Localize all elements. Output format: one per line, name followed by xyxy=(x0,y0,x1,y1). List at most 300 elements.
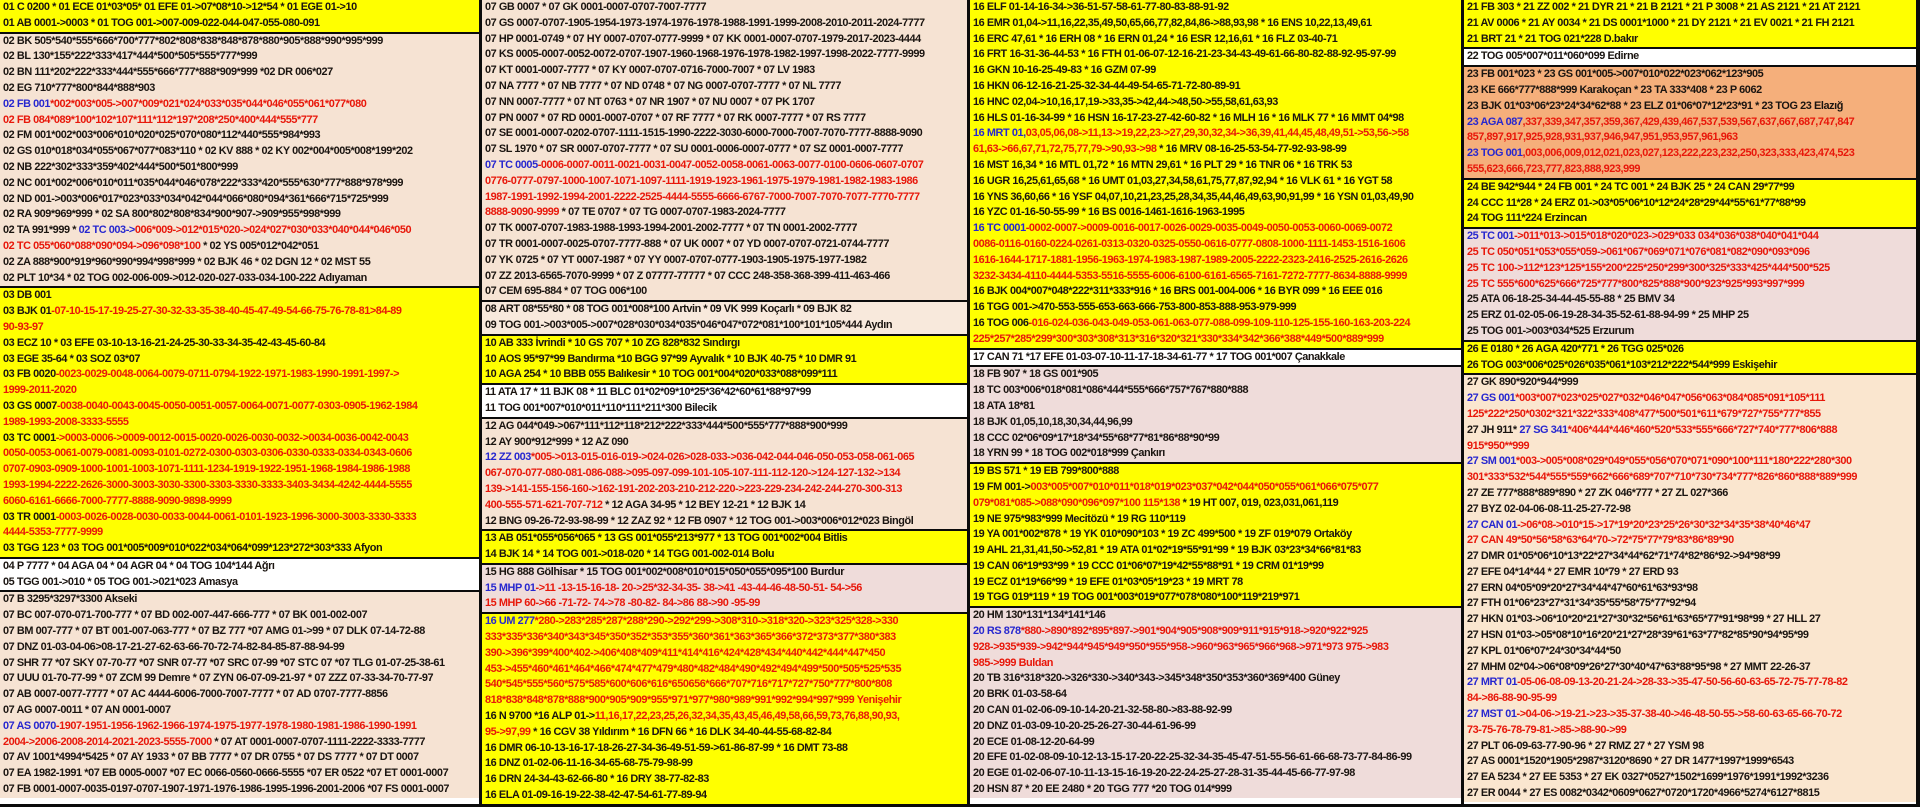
code-line xyxy=(1464,565,1916,581)
code-line xyxy=(970,735,1461,751)
code-segment: 24 BE 942*944 * 24 FB 001 * 24 TC 001 * 24 BJK 25 * 24 CAN 29*77*99 xyxy=(1467,180,1795,193)
code-segment: 19 YA 001*002*878 * 19 YK 010*090*103 * 19 ZC 499*500 * 19 ZF 019*079 Ortaköy xyxy=(973,528,1352,541)
code-line xyxy=(482,367,967,383)
column-3 xyxy=(970,0,1464,807)
section-2-8 xyxy=(482,614,967,804)
code-line xyxy=(0,671,479,687)
code-line xyxy=(970,590,1461,606)
code-segment: 16 DRN 24-34-43-62-66-80 * 16 DRY 38-77-82-83 xyxy=(485,773,709,786)
code-line xyxy=(970,367,1461,383)
code-line xyxy=(1464,49,1916,65)
code-line xyxy=(970,446,1461,462)
code-line xyxy=(970,543,1461,559)
section-4-6 xyxy=(1464,342,1916,376)
code-segment: 16 DMR 06-10-13-16-17-18-26-27-34-36-49-51-59->61-86-87-99 * 16 DMT 73-88 xyxy=(485,741,848,754)
code-line xyxy=(970,624,1461,640)
code-line xyxy=(0,592,479,608)
code-line xyxy=(970,671,1461,687)
code-segment: 21 FB 303 * 21 ZZ 002 * 21 DYR 21 * 21 B 2121 * 21 P 3008 * 21 AS 2121 * 21 AT 2121 xyxy=(1467,1,1861,13)
code-segment: 20 RS 878 xyxy=(973,625,1021,638)
code-line xyxy=(482,788,967,804)
code-line xyxy=(970,284,1461,300)
code-line xyxy=(482,95,967,111)
code-segment: 23 AGA 087 xyxy=(1467,115,1523,128)
section-4-3 xyxy=(1464,67,1916,180)
code-segment: 07 B 3295*3297*3300 Akseki xyxy=(3,593,138,606)
code-line xyxy=(1464,502,1916,518)
code-segment: 27 ERN 04*05*09*20*27*34*44*47*60*61*63*93*98 xyxy=(1467,581,1698,594)
code-segment: 16 EMR 01,04->11,16,22,35,49,50,65,66,77,82,84,86->88,93,98 * 16 ENS 10,22,13,49,61 xyxy=(973,16,1372,29)
code-segment: 09 TOG 001->003*005->007*028*030*034*035*046*047*072*081*100*101*105*444 Aydın xyxy=(485,318,893,331)
code-segment: 07 SHR 77 *07 SKY 07-70-77 *07 SNR 07-77 *07 SRC 07-99 *07 STC 07 *07 TLG 01-07-25-38-61 xyxy=(3,656,445,669)
code-segment: 16 DNZ 01-02-06-11-16-34-65-68-75-79-98-99 xyxy=(485,757,693,770)
code-segment: 07 DNZ 01-03-04-06>08-17-21-27-62-63-66-70-72-74-82-84-85-87-88-94-99 xyxy=(3,640,345,653)
code-segment: 02 PLT 10*34 * 02 TOG 002-006-009->012-020-027-033-034-100-222 Adıyaman xyxy=(3,271,367,284)
code-segment: 20 HM 130*131*134*141*146 xyxy=(973,609,1106,622)
code-segment: 11 TOG 001*007*010*011*110*111*211*300 Bilecik xyxy=(485,401,717,414)
code-line xyxy=(482,47,967,63)
code-segment: 03 TC 0001 xyxy=(3,431,56,444)
code-segment: 20 HSN 87 * 20 EE 2480 * 20 TGG 777 *20 TOG 014*999 xyxy=(973,783,1232,796)
code-line xyxy=(0,160,479,176)
code-segment: 20 DNZ 01-03-09-10-20-25-26-27-30-44-61-96-99 xyxy=(973,719,1196,732)
code-line xyxy=(1464,375,1916,391)
code-segment: 17 CAN 71 *17 EFE 01-03-07-10-11-17-18-34-61-77 * 17 TOG 001*007 Çanakkale xyxy=(973,350,1345,363)
code-line xyxy=(482,79,967,95)
code-segment: 16 UM 277 xyxy=(485,615,535,628)
code-segment: 16 TC 0001 xyxy=(973,222,1026,235)
code-line xyxy=(0,462,479,478)
code-segment: 01 C 0200 * 01 ECE 01*03*05* 01 EFE 01->07*08*10->12*54 * 01 EGE 01->10 xyxy=(3,1,357,13)
code-segment: 1993-1994-2222-2626-3000-3003-3030-3300-3303-3330-3333-3403-3434-4242-4444-5555 xyxy=(3,478,412,491)
code-segment: ->06*08->010*15->17*19*20*23*25*26*30*32*34*35*38*40*46*47 xyxy=(1517,518,1811,531)
code-segment: 27 BYZ 02-04-06-08-11-25-27-72-98 xyxy=(1467,502,1631,515)
section-3-5 xyxy=(970,608,1461,798)
code-segment: -05-06-08-09-13-20-21-24->28-33->35-47-50-56-60-63-65-72-75-77-78-82 xyxy=(1517,676,1848,689)
code-line xyxy=(482,221,967,237)
code-segment: -0006-0007-0011-0021-0031-0047-0052-0058-0061-0063-0077-0100-0606-0607-0707 xyxy=(537,158,924,171)
code-line xyxy=(1464,0,1916,16)
code-line xyxy=(970,0,1461,16)
code-line xyxy=(970,782,1461,798)
code-line xyxy=(1464,596,1916,612)
code-segment: 07 CEM 695-884 * 07 TOG 006*100 xyxy=(485,285,647,298)
code-line xyxy=(0,766,479,782)
code-line xyxy=(970,640,1461,656)
code-segment: 0050-0053-0061-0079-0081-0093-0101-0272-0300-0303-0306-0330-0333-0334-0343-0606 xyxy=(3,447,412,460)
code-line xyxy=(0,415,479,431)
code-segment: 18 YRN 99 * 18 TOG 002*018*999 Çankırı xyxy=(973,447,1165,460)
code-segment: 27 EFE 04*14*44 * 27 EMR 10*79 * 27 ERD 93 xyxy=(1467,565,1679,578)
code-line xyxy=(482,596,967,612)
code-segment: 03 ECZ 10 * 03 EFE 03-10-13-16-21-24-25-30-33-34-35-42-43-45-60-84 xyxy=(3,336,326,349)
code-segment: 23 KE 666*777*888*999 Karakoçan * 23 TA 333*408 * 23 P 6062 xyxy=(1467,83,1762,96)
code-segment: *002*003*005->007*009*021*024*033*035*044*046*055*061*077*080 xyxy=(50,97,367,110)
code-segment: 04 P 7777 * 04 AGA 04 * 04 AGR 04 * 04 TOG 104*144 Ağrı xyxy=(3,559,275,572)
code-segment: 25 TOG 001->003*034*525 Erzurum xyxy=(1467,324,1634,337)
code-line xyxy=(970,464,1461,480)
code-line xyxy=(0,782,479,798)
code-segment: 07 BC 007-070-071-700-777 * 07 BD 002-007-447-666-777 * 07 BK 001-002-007 xyxy=(3,609,368,622)
code-line xyxy=(970,750,1461,766)
code-segment: 10 AGA 254 * 10 BBB 055 Balıkesir * 10 TOG 001*004*020*033*088*099*111 xyxy=(485,368,838,381)
code-line xyxy=(970,766,1461,782)
code-segment: 0086-0116-0160-0224-0261-0313-0320-0325-0550-0616-0777-0808-1000-1111-1453-1516-1606 xyxy=(973,237,1406,250)
code-segment: ->11 -13-15-16-18- 20->25*32-34-35- 38->41 -43-44-46-48-50-51- 54->56 xyxy=(535,581,862,594)
code-segment: 21 AV 0006 * 21 AY 0034 * 21 DS 0001*1000 * 21 DY 2121 * 21 EV 0021 * 21 FH 2121 xyxy=(1467,16,1855,29)
code-segment: ->04-06->19-21->23->35-37-38-40->46-48-50-55->58-60-63-65-66-70-72 xyxy=(1516,708,1842,721)
code-line xyxy=(0,383,479,399)
code-segment: 27 CAN 01 xyxy=(1467,518,1518,531)
code-segment: 20 ECE 01-08-12-20-64-99 xyxy=(973,735,1095,748)
code-segment: 03 BJK 01 xyxy=(3,305,52,318)
code-line xyxy=(0,750,479,766)
code-line xyxy=(0,478,479,494)
code-segment: 02 FB 001 xyxy=(3,97,51,110)
code-line xyxy=(1464,391,1916,407)
code-segment: ,337,339,347,357,359,367,429,439,467,537,539,567,637,667,687,747,847 xyxy=(1522,115,1855,128)
code-line xyxy=(970,79,1461,95)
code-line xyxy=(482,662,967,678)
code-segment: 27 EA 5234 * 27 EE 5353 * 27 EK 0327*0527*1502*1699*1976*1991*1992*3236 xyxy=(1467,771,1829,784)
code-line xyxy=(482,435,967,451)
code-line xyxy=(482,111,967,127)
code-segment: 19 FM 001-> xyxy=(973,480,1031,493)
code-segment: 1616-1644-1717-1881-1956-1963-1974-1983-1987-1989-2005-2222-2323-2416-2525-2616-2626 xyxy=(973,253,1408,266)
code-line xyxy=(482,547,967,563)
code-segment: 23 FB 001*023 * 23 GS 001*005->007*010*022*023*062*123*905 xyxy=(1467,68,1764,81)
code-segment: 16 TGG 001->470-553-555-653-663-666-753-800-853-888-953-979-999 xyxy=(973,301,1297,314)
code-segment: 27 MST 01 xyxy=(1467,708,1517,721)
code-segment: 02 FB 084*089*100*102*107*111*112*197*208*250*400*444*555*777 xyxy=(3,113,318,126)
section-3-1 xyxy=(970,0,1461,350)
code-line xyxy=(1464,770,1916,786)
code-line xyxy=(970,269,1461,285)
code-line xyxy=(1464,644,1916,660)
code-line xyxy=(482,158,967,174)
code-segment: 25 ATA 06-18-25-34-44-45-55-88 * 25 BMV 34 xyxy=(1467,293,1675,306)
code-segment: 25 TC 555*600*625*666*725*777*800*825*888*900*923*925*993*997*999 xyxy=(1467,277,1805,290)
code-segment: 23 TOG 001 xyxy=(1467,147,1523,160)
section-4-7 xyxy=(1464,375,1916,802)
code-line xyxy=(970,158,1461,174)
code-segment: 20 TB 316*318*320->326*330->340*343->345*348*350*353*360*369*400 Güney xyxy=(973,672,1340,685)
code-segment: 27 JH 911* xyxy=(1467,423,1520,436)
code-segment: 25 TC 100->112*123*125*155*200*225*250*299*300*325*333*425*444*500*525 xyxy=(1467,261,1830,274)
code-line xyxy=(970,47,1461,63)
code-segment: 390->396*399*400*402->406*408*409*411*414*416*424*428*434*440*442*444*447*450 xyxy=(485,646,886,659)
code-segment: 07 SE 0001-0007-0202-0707-1111-1515-1990-2222-3030-6000-7000-7007-7070-7777-8888-9090 xyxy=(485,127,923,140)
code-line xyxy=(0,446,479,462)
code-segment: 16 N 9700 *16 ALP 01-> xyxy=(485,710,595,723)
code-segment: 61,63->66,67,71,72,75,77,79->90,93->98 xyxy=(973,143,1157,156)
code-line xyxy=(482,190,967,206)
code-segment: 12 ZZ 003 xyxy=(485,451,531,464)
code-line xyxy=(482,419,967,435)
code-line xyxy=(482,126,967,142)
code-segment: 24 TOG 111*224 Erzincan xyxy=(1467,212,1587,225)
code-segment: 03 DB 001 xyxy=(3,289,52,302)
code-segment: 27 MRT 01 xyxy=(1467,676,1518,689)
code-line xyxy=(482,269,967,285)
code-segment: 07 TR 0001-0007-0025-0707-7777-888 * 07 UK 0007 * 07 YD 0007-0707-0721-0744-7777 xyxy=(485,237,889,250)
code-segment: 02 EG 710*777*800*844*888*903 xyxy=(3,81,155,94)
code-segment: 07 PN 0007 * 07 RD 0001-0007-0707 * 07 RF 7777 * 07 RK 0007-7777 * 07 RS 7777 xyxy=(485,111,866,124)
code-line xyxy=(0,399,479,415)
code-segment: 84->86-88-90-95-99 xyxy=(1467,692,1557,705)
code-line xyxy=(1464,115,1916,131)
code-segment: 02 ZA 888*900*919*960*990*994*998*999 * 02 BJK 46 * 02 DGN 12 * 02 MST 55 xyxy=(3,255,371,268)
code-segment: 27 PLT 06-09-63-77-90-96 * 27 RMZ 27 * 27 YSM 98 xyxy=(1467,739,1704,752)
code-line xyxy=(482,336,967,352)
code-segment: 02 NC 001*002*006*010*011*035*044*046*078*222*333*420*555*630*777*888*978*999 xyxy=(3,176,404,189)
code-line xyxy=(970,111,1461,127)
code-segment: 07 SL 1970 * 07 SR 0007-0707-7777 * 07 SU 0001-0006-0007-0777 * 07 SZ 0001-0007-7777 xyxy=(485,143,904,156)
code-segment: -0038-0040-0043-0045-0050-0051-0057-0064-0071-0077-0303-0905-1962-1984 xyxy=(56,399,418,412)
code-line xyxy=(482,0,967,16)
code-segment: 006*009->012*015*020->024*027*030*033*040*044*046*050 xyxy=(134,224,412,237)
code-segment: 19 ECZ 01*19*66*99 * 19 EFE 01*03*05*19*23 * 19 MRT 78 xyxy=(973,575,1243,588)
code-line xyxy=(970,142,1461,158)
code-segment: 07 TK 0007-0707-1983-1988-1993-1994-2001-2002-7777 * 07 TN 0001-2002-7777 xyxy=(485,222,857,235)
code-segment: 27 KPL 01*06*07*24*30*34*44*50 xyxy=(1467,644,1621,657)
code-segment: 16 YNS 36,60,66 * 16 YSF 04,07,10,21,23,25,28,34,35,44,46,49,63,90,91,99 * 16 YSN 01,03,49,90 xyxy=(973,190,1414,203)
code-line xyxy=(482,725,967,741)
code-line xyxy=(482,677,967,693)
code-segment: 90-93-97 xyxy=(3,320,44,333)
code-segment: 400-555-571-621-707-712 xyxy=(485,498,603,511)
code-line xyxy=(1464,660,1916,676)
code-line xyxy=(0,687,479,703)
code-line xyxy=(0,81,479,97)
code-line xyxy=(482,565,967,581)
code-segment: 02 RA 909*969*999 * 02 SA 800*802*808*834*900*907->909*955*998*999 xyxy=(3,208,341,221)
code-line xyxy=(482,237,967,253)
code-segment: 16 HNC 02,04->10,16,17,19->33,35->42,44->48,50->55,58,61,63,93 xyxy=(973,95,1278,108)
code-segment: 07 NN 0007-7777 * 07 NT 0763 * 07 NR 1907 * 07 NU 0007 * 07 PK 1707 xyxy=(485,95,815,108)
code-line xyxy=(970,237,1461,253)
code-line xyxy=(0,336,479,352)
section-4-1 xyxy=(1464,0,1916,49)
code-line xyxy=(1464,130,1916,146)
code-segment: 22 TOG 005*007*011*060*099 Edirne xyxy=(1467,50,1639,63)
code-line xyxy=(1464,180,1916,196)
code-segment: -0002-0007->0009-0016-0017-0026-0029-0035-0049-0050-0053-0060-0069-0072 xyxy=(1025,222,1393,235)
code-segment: 20 BRK 01-03-58-64 xyxy=(973,688,1067,701)
code-segment: -1907-1951-1956-1962-1966-1974-1975-1977-1978-1980-1981-1986-1990-1991 xyxy=(55,719,417,732)
code-line xyxy=(0,719,479,735)
code-segment: 27 HSN 01*03->05*08*10*16*20*21*27*28*39*61*63*77*82*85*90*94*95*99 xyxy=(1467,629,1809,642)
code-segment: 079*081*085->088*090*096*097*100 115*138 xyxy=(973,496,1180,509)
code-line xyxy=(970,253,1461,269)
code-line xyxy=(482,284,967,300)
code-line xyxy=(970,383,1461,399)
code-segment: 12 AG 044*049->067*111*112*118*212*222*333*444*500*555*777*888*900*999 xyxy=(485,419,848,432)
code-line xyxy=(1464,723,1916,739)
code-line xyxy=(482,756,967,772)
code-segment: 857,897,917,925,928,931,937,946,947,951,953,957,961,963 xyxy=(1467,131,1738,144)
section-3-3 xyxy=(970,367,1461,464)
column-4 xyxy=(1464,0,1920,807)
section-2-3 xyxy=(482,336,967,385)
section-2-4 xyxy=(482,385,967,419)
code-line xyxy=(970,399,1461,415)
code-segment: 19 CAN 06*19*93*99 * 19 CCC 01*06*07*19*42*55*88*91 * 19 CRM 01*19*99 xyxy=(973,559,1324,572)
code-line xyxy=(0,0,479,16)
code-segment: ,003,006,009,012,021,023,027,123,222,223,232,250,323,333,423,474,523 xyxy=(1522,147,1855,160)
code-line xyxy=(970,608,1461,624)
code-segment: 27 AS 0001*1520*1905*2987*3120*8690 * 27 DR 1477*1997*1999*6543 xyxy=(1467,755,1794,768)
code-segment: 07 KS 0005-0007-0052-0072-0707-1907-1960-1968-1976-1978-1982-1997-1998-2022-7777-9999 xyxy=(485,48,925,61)
code-segment: * 07 TE 0707 * 07 TG 0007-0707-1983-2024-7777 xyxy=(559,206,786,219)
code-segment: 03 TR 0001 xyxy=(3,510,56,523)
code-line xyxy=(0,735,479,751)
code-segment: 003*005*007*010*011*018*019*023*037*042*044*050*055*061*066*075*077 xyxy=(1030,480,1379,493)
code-line xyxy=(1464,308,1916,324)
code-segment: 27 ZE 777*888*889*890 * 27 ZK 046*777 * 27 ZL 027*366 xyxy=(1467,486,1728,499)
code-segment: 16 GKN 10-16-25-49-83 * 16 GZM 07-99 xyxy=(973,64,1156,77)
code-line xyxy=(1464,628,1916,644)
code-segment: 10 AOS 95*97*99 Bandırma *10 BGG 97*99 Ayvalık * 10 BJK 40-75 * 10 DMR 91 xyxy=(485,352,857,365)
code-segment: 18 BJK 01,05,10,18,30,34,44,96,99 xyxy=(973,415,1133,428)
code-line xyxy=(482,466,967,482)
code-segment: -0023-0029-0048-0064-0079-0711-0794-1922-1971-1983-1990-1991-1997-> xyxy=(55,368,400,381)
code-line xyxy=(482,401,967,417)
code-line xyxy=(482,614,967,630)
code-line xyxy=(970,431,1461,447)
code-line xyxy=(0,271,479,287)
code-segment: 16 MRT 01, xyxy=(973,127,1026,140)
code-line xyxy=(0,624,479,640)
code-segment: 07 EA 1982-1991 *07 EB 0005-0007 *07 EC 0066-0560-0666-5555 *07 ER 0522 *07 ET 0001-0007 xyxy=(3,767,449,780)
code-segment: -016-024-036-043-049-053-061-063-077-088-099-109-110-125-155-160-163-203-224 xyxy=(1028,316,1411,329)
code-segment: 16 UGR 16,25,61,65,68 * 16 UMT 01,03,27,34,58,61,75,77,87,92,94 * 16 VLK 61 * 16 YGT 58 xyxy=(973,174,1393,187)
code-segment: 16 ELA 01-09-16-19-22-38-42-47-54-61-77-89-94 xyxy=(485,789,707,802)
code-segment: 03,05,06,08->11,13->19,22,23->27,29,30,32,34->36,39,41,44,45,48,49,51->53,56->58 xyxy=(1025,127,1409,140)
code-line xyxy=(1464,612,1916,628)
code-line xyxy=(1464,229,1916,245)
code-segment: 02 BK 505*540*555*666*700*777*802*808*838*848*878*880*905*888*990*995*999 xyxy=(3,34,383,47)
code-segment: 25 TC 050*051*053*055*059->061*067*069*071*076*081*082*090*093*096 xyxy=(1467,245,1810,258)
section-2-6 xyxy=(482,531,967,565)
code-line xyxy=(1464,32,1916,48)
section-1-4 xyxy=(0,559,479,593)
section-1-3 xyxy=(0,288,479,559)
code-line xyxy=(1464,470,1916,486)
code-line xyxy=(1464,99,1916,115)
code-line xyxy=(482,63,967,79)
code-line xyxy=(1464,261,1916,277)
code-segment: 07 AG 0007-0011 * 07 AN 0001-0007 xyxy=(3,704,171,717)
code-line xyxy=(1464,342,1916,358)
code-segment: 12 AY 900*912*999 * 12 AZ 090 xyxy=(485,435,629,448)
code-line xyxy=(482,482,967,498)
code-segment: *005->013-015-016-019->024-026>028-033->036-042-044-046-050-053-058-061-065 xyxy=(530,451,915,464)
code-line xyxy=(482,352,967,368)
code-line xyxy=(970,126,1461,142)
code-segment: 139->141-155-156-160->162-191-202-203-210-212-220->223-229-234-242-244-270-300-313 xyxy=(485,482,902,495)
code-segment: 19 NE 975*983*999 Mecitözü * 19 RG 110*119 xyxy=(973,512,1186,525)
code-segment: 301*333*532*544*555*559*662*666*689*707*710*730*734*777*826*860*888*889*999 xyxy=(1467,471,1858,484)
code-line xyxy=(970,190,1461,206)
code-segment: 19 AHL 21,31,41,50->52,81 * 19 ATA 01*02*19*55*91*99 * 19 BJK 03*23*34*66*81*83 xyxy=(973,544,1361,557)
code-line xyxy=(1464,162,1916,178)
code-line xyxy=(0,288,479,304)
code-segment: 01 AB 0001->0003 * 01 TOG 001->007-009-022-044-047-055-080-091 xyxy=(3,16,320,29)
code-segment: 27 CAN 49*50*56*58*63*64*70->72*75*77*79*83*86*89*90 xyxy=(1467,534,1734,547)
code-line xyxy=(0,367,479,383)
code-line xyxy=(482,581,967,597)
code-segment: 12 BNG 09-26-72-93-98-99 * 12 ZAZ 92 * 12 FB 0907 * 12 TOG 001->003*006*012*023 Bingöl xyxy=(485,514,914,527)
code-segment: 27 SM 001 xyxy=(1467,455,1516,468)
code-segment: 1987-1991-1992-1994-2001-2222-2525-4444-5555-6666-6767-7000-7007-7070-7077-7770-7777 xyxy=(485,190,920,203)
code-line xyxy=(1464,324,1916,340)
code-line xyxy=(970,300,1461,316)
code-segment: 15 HG 888 Gölhisar * 15 TOG 001*002*008*010*015*050*055*095*100 Burdur xyxy=(485,565,845,578)
code-segment: 27 DMR 01*05*06*10*13*22*27*34*44*62*71*74*82*86*92->94*98*99 xyxy=(1467,550,1781,563)
code-segment: * 16 MRV 08-16-25-53-54-77-92-93-98-99 xyxy=(1156,143,1347,156)
code-segment: 07 HP 0001-0749 * 07 HY 0007-0707-0777-9999 * 07 KK 0001-0007-0707-1979-2017-2023-4444 xyxy=(485,32,921,45)
code-segment: *406*444*446*460*520*533*555*666*727*740*777*806*888 xyxy=(1567,423,1838,436)
code-line xyxy=(0,16,479,32)
code-line xyxy=(482,205,967,221)
section-2-2 xyxy=(482,302,967,336)
code-line xyxy=(1464,211,1916,227)
code-line xyxy=(482,16,967,32)
code-segment: 2004->2006-2008-2014-2021-2023-5555-7000 xyxy=(3,735,212,748)
code-segment: 915*950**999 xyxy=(1467,439,1530,452)
code-line xyxy=(1464,786,1916,802)
code-segment: 16 BJK 004*007*048*222*311*333*916 * 16 BRS 001-004-006 * 16 BYR 099 * 16 EEE 016 xyxy=(973,285,1383,298)
code-line xyxy=(0,352,479,368)
code-line xyxy=(0,113,479,129)
code-line xyxy=(970,496,1461,512)
code-segment: 07 YK 0725 * 07 YT 0007-1987 * 07 YY 0007-0707-0777-1903-1905-1975-1977-1982 xyxy=(485,253,867,266)
code-segment: 16 ERC 47,61 * 16 ERH 08 * 16 ERN 01,24 * 16 ESR 12,16,61 * 16 FLZ 03-40-71 xyxy=(973,32,1338,45)
code-segment: 15 MHP 60->66 -71-72- 74->78 -80-82- 84->86 88->90 -95-99 xyxy=(485,597,760,610)
code-segment: 15 MHP 01 xyxy=(485,581,536,594)
code-segment: 26 E 0180 * 26 AGA 420*771 * 26 TGG 025*026 xyxy=(1467,342,1684,355)
code-segment: 18 FB 907 * 18 GS 001*905 xyxy=(973,368,1099,381)
code-line xyxy=(482,772,967,788)
code-segment: -07-10-15-17-19-25-27-30-32-33-35-38-40-45-47-49-54-66-75-76-78-81>84-89 xyxy=(51,305,402,318)
code-segment: 25 ERZ 01-02-05-06-19-28-34-35-52-61-88-94-99 * 25 MHP 25 xyxy=(1467,309,1749,322)
section-1-1 xyxy=(0,0,479,34)
code-line xyxy=(1464,83,1916,99)
code-segment: 02 TC 003-> xyxy=(78,224,135,237)
code-line xyxy=(1464,245,1916,261)
code-segment: 07 GB 0007 * 07 GK 0001-0007-0707-7007-7777 xyxy=(485,1,707,13)
code-line xyxy=(970,316,1461,332)
code-line xyxy=(0,128,479,144)
code-line xyxy=(1464,358,1916,374)
code-line xyxy=(482,709,967,725)
code-line xyxy=(1464,518,1916,534)
code-line xyxy=(970,656,1461,672)
code-segment: 05 TGG 001->010 * 05 TOG 001->021*023 Amasya xyxy=(3,575,238,588)
code-line xyxy=(482,514,967,530)
code-segment: 18 CCC 02*06*09*17*18*34*55*68*77*81*86*88*90*99 xyxy=(973,431,1220,444)
code-line xyxy=(970,95,1461,111)
code-line xyxy=(0,34,479,50)
code-segment: 07 AB 0007-0077-7777 * 07 AC 4444-6006-7000-7007-7777 * 07 AD 0707-7777-8856 xyxy=(3,688,388,701)
code-segment: 3232-3434-4110-4444-5353-5516-5555-6006-6100-6161-6565-7161-7272-7777-8634-8888-9999 xyxy=(973,269,1408,282)
code-segment: 818*838*848*878*888*900*905*909*955*971*977*980*989*991*992*994*997*999 Yenişehir xyxy=(485,694,902,707)
section-1-2 xyxy=(0,34,479,289)
code-line xyxy=(0,541,479,557)
code-line xyxy=(482,142,967,158)
code-segment: 333*335*336*340*343*345*350*352*353*355*360*361*363*365*366*372*373*377*380*383 xyxy=(485,631,896,644)
